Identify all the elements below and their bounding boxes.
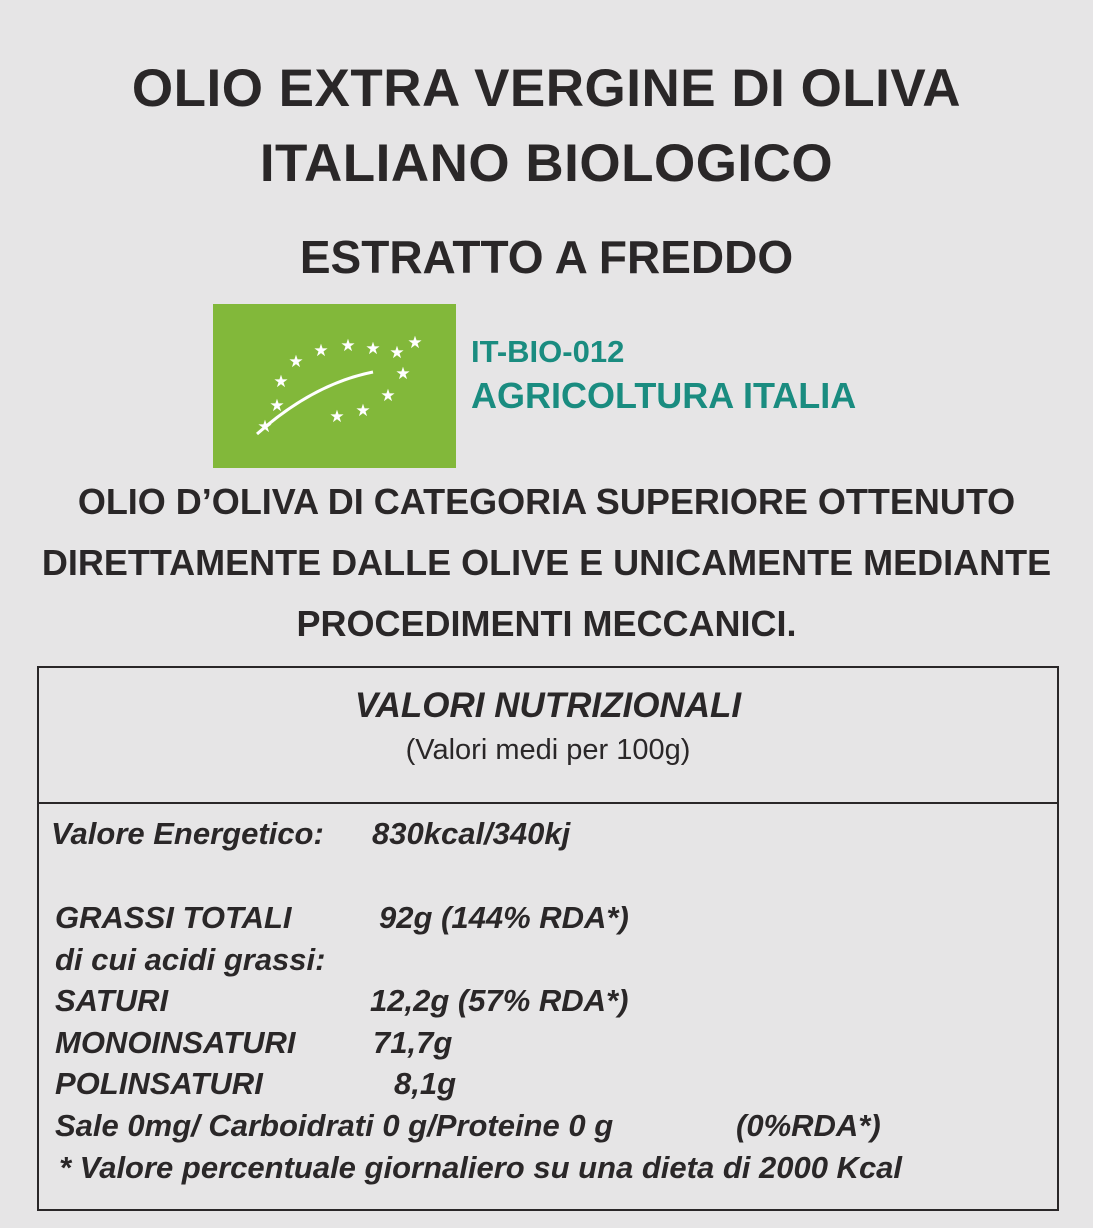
energy-label: Valore Energetico:	[51, 816, 324, 851]
nutrition-title: VALORI NUTRIZIONALI	[354, 686, 742, 725]
nutrient-label-monoinsaturi: MONOINSATURI	[55, 1025, 296, 1060]
nutrition-table-header	[39, 668, 1057, 804]
nutrient-label-saturi: SATURI	[55, 983, 169, 1018]
svg-text:★: ★	[288, 352, 304, 372]
svg-text:★: ★	[269, 396, 285, 416]
svg-text:★: ★	[329, 407, 345, 427]
rda-footnote: * Valore percentuale giornaliero su una dieta di 2000 Kcal	[59, 1150, 903, 1185]
nutrient-label-acidi-grassi: di cui acidi grassi:	[55, 942, 326, 977]
product-subtitle: ESTRATTO A FREDDO	[299, 231, 794, 283]
energy-value: 830kcal/340kj	[372, 816, 571, 851]
svg-text:★: ★	[355, 401, 371, 421]
other-nutrients-rda: (0%RDA*)	[736, 1108, 881, 1143]
svg-text:★: ★	[395, 364, 411, 384]
nutrient-label-polinsaturi: POLINSATURI	[55, 1066, 263, 1101]
svg-text:★: ★	[407, 333, 423, 353]
description-line3: PROCEDIMENTI MECCANICI.	[296, 603, 797, 644]
svg-text:★: ★	[389, 343, 405, 363]
other-nutrients: Sale 0mg/ Carboidrati 0 g/Proteine 0 g	[55, 1108, 614, 1143]
nutrient-value-monoinsaturi: 71,7g	[373, 1025, 453, 1060]
nutrient-label-grassi-totali: GRASSI TOTALI	[55, 900, 292, 935]
description-line2: DIRETTAMENTE DALLE OLIVE E UNICAMENTE MEDIANTE	[41, 542, 1052, 583]
nutrition-table	[37, 666, 1059, 1211]
svg-text:★: ★	[257, 417, 273, 437]
description-line1: OLIO D’OLIVA DI CATEGORIA SUPERIORE OTTENUTO	[77, 481, 1016, 522]
eu-organic-leaf-graphic	[213, 304, 456, 468]
svg-text:★: ★	[313, 341, 329, 361]
nutrient-value-saturi: 12,2g (57% RDA*)	[370, 983, 629, 1018]
eu-organic-leaf-icon	[213, 304, 456, 468]
svg-text:★: ★	[365, 339, 381, 359]
certification-code: IT-BIO-012	[471, 334, 625, 369]
svg-text:★: ★	[340, 336, 356, 356]
certification-origin: AGRICOLTURA ITALIA	[471, 375, 857, 416]
nutrient-value-grassi-totali: 92g (144% RDA*)	[379, 900, 629, 935]
svg-text:★: ★	[273, 372, 289, 392]
svg-text:★: ★	[380, 386, 396, 406]
nutrition-subtitle: (Valori medi per 100g)	[405, 734, 691, 766]
product-title-line2: ITALIANO BIOLOGICO	[259, 134, 834, 193]
product-title-line1: OLIO EXTRA VERGINE DI OLIVA	[131, 59, 962, 118]
nutrient-value-polinsaturi: 8,1g	[394, 1066, 457, 1101]
